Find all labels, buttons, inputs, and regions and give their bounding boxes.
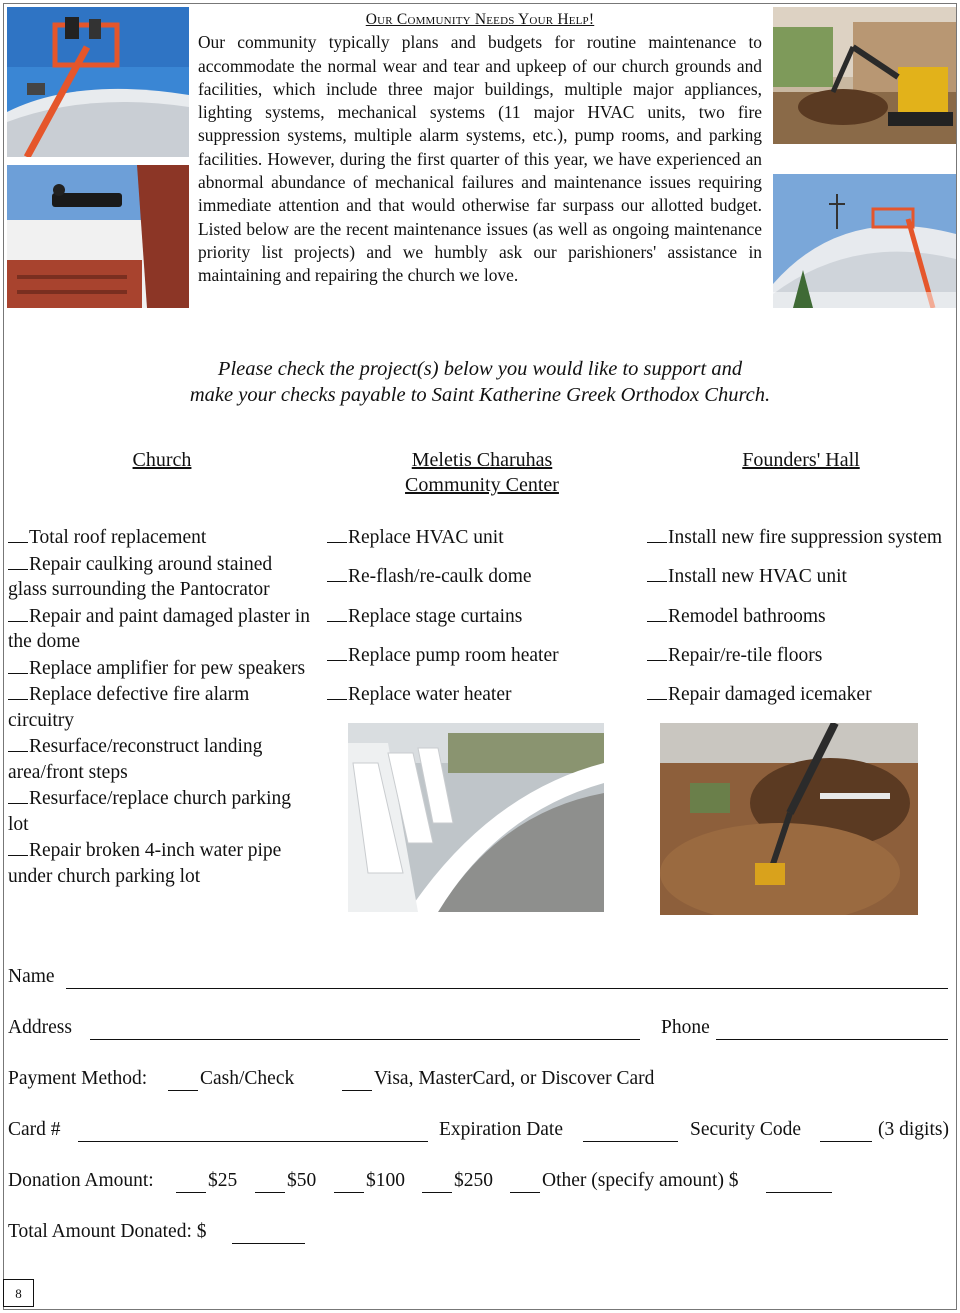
community-item[interactable]: Re-flash/re-caulk dome <box>327 563 627 590</box>
photo-lift-dome <box>7 7 189 157</box>
checkbox-blank[interactable] <box>8 551 28 570</box>
card-checkbox[interactable] <box>342 1090 372 1091</box>
expiration-input[interactable] <box>583 1141 678 1142</box>
church-item[interactable]: Replace defective fire alarm circuitry <box>8 681 313 733</box>
founders-item[interactable]: Repair damaged icemaker <box>647 681 957 708</box>
amount-100-checkbox[interactable] <box>334 1192 364 1193</box>
checkbox-blank[interactable] <box>327 603 347 622</box>
church-item[interactable]: Resurface/reconstruct landing area/front steps <box>8 733 313 785</box>
appeal-line-1: Please check the project(s) below you would like to support and <box>217 358 743 380</box>
amount-other-checkbox[interactable] <box>510 1192 540 1193</box>
payment-label: Payment Method: <box>8 1068 148 1089</box>
total-donated-input[interactable] <box>232 1243 305 1244</box>
page-number: 8 <box>3 1279 34 1307</box>
intro-body: Our community typically plans and budgets for routine maintenance to accommodate the normal wear and tear and upkeep of our church grounds and facilities, which include three major buildings, multiple major appliances, lighting systems, mechanical systems (11 major HVAC units, two fire suppression systems, multiple alarm systems, etc.), pump rooms, and parking facilities. However, during the first quarter of this year, we have experienced an abnormal abundance of mechanical failures and maintenance issues requiring immediate attention and that would otherwise far surpass our allotted budget. Listed below are the recent maintenance issues (as well as ongoing maintenance priority list projects) and we humbly ask our parishioners' assistance in maintaining and repairing the church we love. <box>198 32 762 286</box>
checkbox-blank[interactable] <box>327 563 347 582</box>
checkbox-blank[interactable] <box>647 524 667 543</box>
checkbox-blank[interactable] <box>647 681 667 700</box>
community-project-list <box>327 524 627 720</box>
amount-250-label: $250 <box>454 1170 493 1191</box>
donation-amount-row <box>8 1170 952 1198</box>
church-item[interactable]: Resurface/replace church parking lot <box>8 785 313 837</box>
name-row <box>8 966 952 994</box>
photo-brick-roof <box>7 165 189 308</box>
security-code-hint: (3 digits) <box>878 1119 949 1140</box>
founders-project-list <box>647 524 957 720</box>
amount-50-label: $50 <box>287 1170 317 1191</box>
community-heading <box>360 448 604 498</box>
address-input[interactable] <box>90 1039 640 1040</box>
amount-250-checkbox[interactable] <box>422 1192 452 1193</box>
checkbox-blank[interactable] <box>8 785 28 804</box>
amount-25-label: $25 <box>208 1170 238 1191</box>
donation-form <box>8 966 952 1256</box>
amount-25-checkbox[interactable] <box>176 1192 206 1193</box>
community-heading-line-1: Meletis Charuhas <box>411 449 553 471</box>
church-heading-text: Church <box>132 449 192 471</box>
checkbox-blank[interactable] <box>647 563 667 582</box>
founders-item[interactable]: Install new HVAC unit <box>647 563 957 590</box>
amount-other-input[interactable] <box>766 1192 832 1193</box>
intro-section <box>198 8 762 288</box>
expiration-label: Expiration Date <box>439 1119 563 1140</box>
church-item[interactable]: Replace amplifier for pew speakers <box>8 655 313 682</box>
photo-excavator-fence <box>773 7 956 144</box>
cash-check-checkbox[interactable] <box>168 1090 198 1091</box>
checkbox-blank[interactable] <box>8 733 28 752</box>
checkbox-blank[interactable] <box>8 681 28 700</box>
founders-item[interactable]: Repair/re-tile floors <box>647 642 957 669</box>
community-item[interactable]: Replace water heater <box>327 681 627 708</box>
checkbox-blank[interactable] <box>327 681 347 700</box>
checkbox-blank[interactable] <box>8 524 28 543</box>
church-item[interactable]: Repair caulking around stained glass surrounding the Pantocrator <box>8 551 313 603</box>
photo-dome-cross <box>773 174 956 308</box>
church-project-list <box>8 524 313 889</box>
checkbox-blank[interactable] <box>327 524 347 543</box>
phone-input[interactable] <box>716 1039 948 1040</box>
card-row <box>8 1119 952 1147</box>
checkbox-blank[interactable] <box>327 642 347 661</box>
checkbox-blank[interactable] <box>8 837 28 856</box>
church-heading <box>60 448 264 473</box>
name-input[interactable] <box>66 988 948 989</box>
total-row <box>8 1221 952 1249</box>
photo-excavator-dig <box>660 723 918 915</box>
appeal-text <box>0 356 960 408</box>
church-item[interactable]: Repair and paint damaged plaster in the dome <box>8 603 313 655</box>
founders-item[interactable]: Install new fire suppression system <box>647 524 957 551</box>
amount-50-checkbox[interactable] <box>255 1192 285 1193</box>
amount-100-label: $100 <box>366 1170 405 1191</box>
address-label: Address <box>8 1017 72 1038</box>
community-heading-line-2: Community Center <box>405 474 559 496</box>
checkbox-blank[interactable] <box>647 603 667 622</box>
founders-heading-text: Founders' Hall <box>742 449 860 471</box>
payment-row <box>8 1068 952 1096</box>
intro-title: Our Community Needs Your Help! <box>365 11 595 28</box>
community-item[interactable]: Replace pump room heater <box>327 642 627 669</box>
community-item[interactable]: Replace HVAC unit <box>327 524 627 551</box>
checkbox-blank[interactable] <box>8 603 28 622</box>
donation-amount-label: Donation Amount: <box>8 1170 154 1191</box>
phone-label: Phone <box>661 1017 710 1038</box>
address-row <box>8 1017 952 1045</box>
founders-item[interactable]: Remodel bathrooms <box>647 603 957 630</box>
photo-dome-roof-edge <box>348 723 604 912</box>
cash-check-label: Cash/Check <box>200 1068 295 1089</box>
community-item[interactable]: Replace stage curtains <box>327 603 627 630</box>
total-donated-label: Total Amount Donated: $ <box>8 1221 207 1242</box>
security-code-input[interactable] <box>820 1141 872 1142</box>
checkbox-blank[interactable] <box>647 642 667 661</box>
checkbox-blank[interactable] <box>8 655 28 674</box>
founders-heading <box>700 448 902 473</box>
cards-label: Visa, MasterCard, or Discover Card <box>374 1068 655 1089</box>
church-item[interactable]: Repair broken 4-inch water pipe under church parking lot <box>8 837 313 889</box>
card-number-label: Card # <box>8 1119 61 1140</box>
security-code-label: Security Code <box>690 1119 802 1140</box>
church-item[interactable]: Total roof replacement <box>8 524 313 551</box>
appeal-line-2: make your checks payable to Saint Katherine Greek Orthodox Church. <box>189 384 771 406</box>
card-number-input[interactable] <box>78 1141 428 1142</box>
name-label: Name <box>8 966 55 987</box>
amount-other-label: Other (specify amount) $ <box>542 1170 739 1191</box>
